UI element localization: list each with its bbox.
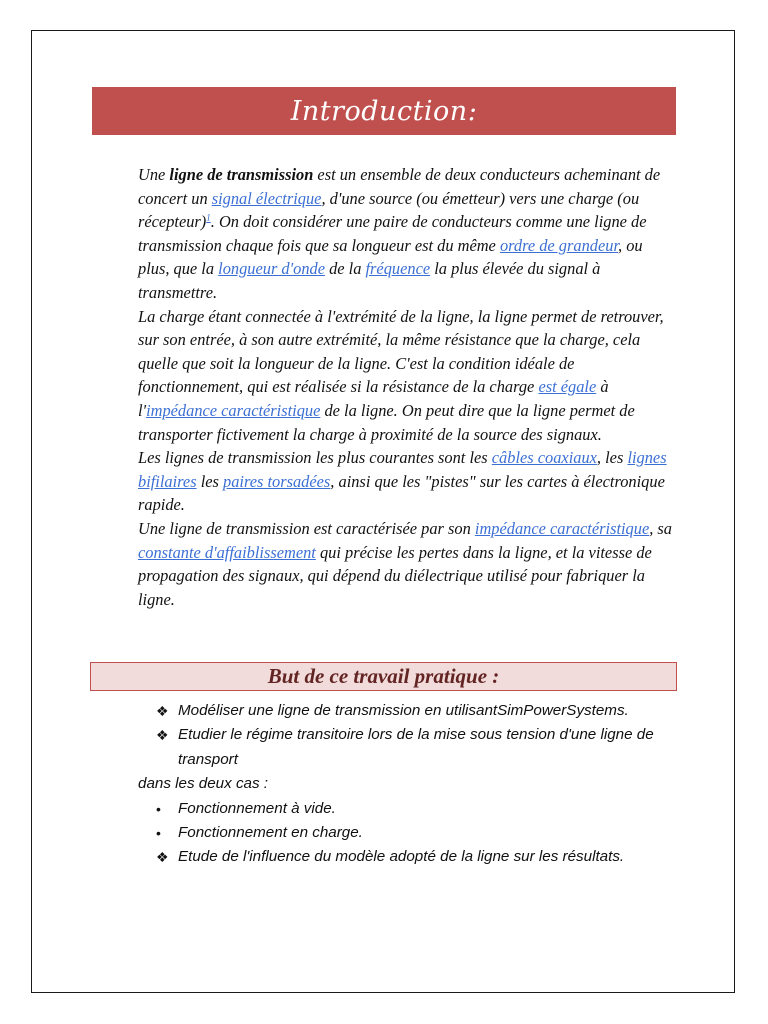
list-item-text: Fonctionnement en charge. [178, 824, 363, 842]
text: , d'une source (ou émetteur) vers une charge (ou récepteur) [138, 188, 640, 232]
list-item-text: Modéliser une ligne de transmission en utilisantSimPowerSystems. [178, 702, 629, 719]
paragraph-types [138, 446, 678, 517]
link-cables-coaxiaux[interactable]: câbles coaxiaux [491, 448, 597, 468]
goal-title: But de ce travail pratique : [267, 664, 500, 688]
list-item [138, 797, 678, 821]
text: de la ligne. On peut dire que la ligne permet de transporter fictivement la charge à proximité de la source des signaux. [138, 400, 635, 444]
list-item-text: Fonctionnement à vide. [178, 799, 336, 817]
text: les [196, 471, 223, 491]
paragraph-characteristics [138, 517, 678, 611]
text: qui précise les pertes dans la ligne, et la vitesse de propagation des signaux, qui dépend du diélectrique utilisé pour fabriquer la ligne. [138, 542, 652, 609]
text: de la [324, 259, 366, 279]
list-item [138, 699, 678, 723]
footnote-link[interactable]: 1 [206, 212, 211, 223]
diamond-bullet-icon: ❖ [156, 727, 169, 744]
link-ordre-de-grandeur[interactable]: ordre de grandeur [499, 235, 618, 255]
link-impedance-caracteristique[interactable]: impédance caractéristique [146, 400, 321, 420]
list-item-text: Etudier le régime transitoire lors de la mise sous tension d'une ligne de transport [178, 726, 654, 768]
link-paires-torsadees[interactable]: paires torsadées [223, 471, 331, 491]
text: La charge étant connectée à l'extrémité de la ligne, la ligne permet de retrouver, sur son entrée, à son autre extrémité, la même résistance que la charge, cela quelle que soit la longueur de la ligne. C'est la condition idéale de fonctionnement, qui est réalisée si la résistance de la charge [138, 306, 664, 397]
link-lignes-bifilaires[interactable]: lignes bifilaires [138, 448, 667, 491]
text: Les lignes de transmission les plus courantes sont les [138, 448, 492, 468]
link-impedance-caracteristique-2[interactable]: impédance caractéristique [474, 518, 650, 538]
list-item-text: Etude de l'influence du modèle adopté de la ligne sur les résultats. [178, 848, 625, 866]
round-bullet-icon: • [156, 825, 161, 842]
link-signal-electrique[interactable]: signal électrique [211, 188, 322, 208]
goal-list [138, 699, 678, 870]
text: Une [138, 165, 170, 184]
text: , sa [649, 518, 672, 538]
text: Une ligne de transmission est caractérisée par son [138, 518, 475, 538]
text: , ou plus, que la [138, 235, 643, 279]
list-item [138, 821, 678, 845]
text: la plus élevée du signal à transmettre. [138, 259, 601, 302]
link-longueur-d-onde[interactable]: longueur d'onde [218, 259, 325, 279]
text: est un ensemble de deux conducteurs acheminant de concert un [138, 165, 661, 208]
introduction-heading [92, 87, 676, 135]
goal-heading [90, 662, 677, 691]
introduction-title: Introduction: [290, 95, 478, 127]
list-item [138, 845, 678, 869]
text: . On doit considérer une paire de conducteurs comme une ligne de transmission chaque fois que sa longueur est du même [138, 212, 647, 255]
text: , les [596, 448, 628, 468]
diamond-bullet-icon: ❖ [156, 849, 169, 866]
link-est-egale[interactable]: est égale [538, 377, 597, 397]
paragraph-definition [138, 163, 678, 305]
paragraph-charge [138, 305, 678, 447]
diamond-bullet-icon: ❖ [156, 703, 169, 719]
list-item [138, 723, 678, 772]
introduction-body [138, 163, 678, 611]
cases-label: dans les deux cas : [138, 775, 269, 793]
link-constante-d-affaiblissement[interactable]: constante d'affaiblissement [138, 542, 316, 562]
text: à l' [138, 377, 609, 420]
link-frequence[interactable]: fréquence [365, 259, 431, 279]
text: , ainsi que les "pistes" sur les cartes à électronique rapide. [138, 471, 665, 515]
bold-term: ligne de transmission [169, 165, 314, 184]
round-bullet-icon: • [156, 800, 161, 817]
